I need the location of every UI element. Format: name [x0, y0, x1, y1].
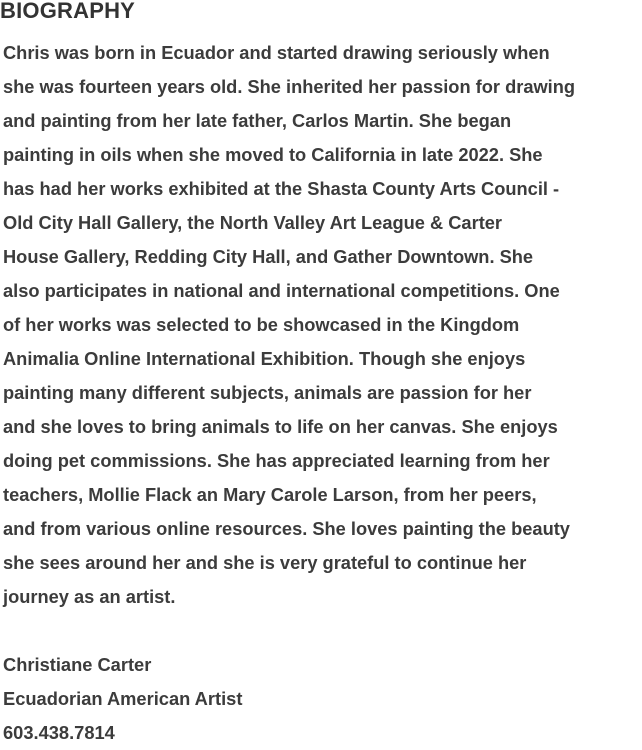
- artist-title: Ecuadorian American Artist: [3, 688, 243, 709]
- bio-line: and from various online resources. She loves painting the beauty: [3, 518, 570, 539]
- bio-line: doing pet commissions. She has appreciated learning from her: [3, 450, 550, 471]
- phone-number: 603.438.7814: [3, 722, 115, 743]
- bio-line: Chris was born in Ecuador and started drawing seriously when: [3, 42, 550, 63]
- bio-line: Animalia Online International Exhibition. Though she enjoys: [3, 348, 526, 369]
- bio-line: Old City Hall Gallery, the North Valley Art League & Carter: [3, 212, 503, 233]
- bio-line: painting many different subjects, animals are passion for her: [3, 382, 532, 403]
- bio-line: also participates in national and international competitions. One: [3, 280, 560, 301]
- page-heading: BIOGRAPHY: [0, 0, 136, 23]
- biography-text: [3, 36, 642, 614]
- bio-line: painting in oils when she moved to California in late 2022. She: [3, 144, 543, 165]
- bio-line: journey as an artist.: [3, 586, 176, 607]
- bio-line: and painting from her late father, Carlos Martin. She began: [3, 110, 512, 131]
- bio-line: teachers, Mollie Flack an Mary Carole Larson, from her peers,: [3, 484, 537, 505]
- bio-line: she sees around her and she is very grateful to continue her: [3, 552, 527, 573]
- bio-line: and she loves to bring animals to life on her canvas. She enjoys: [3, 416, 558, 437]
- bio-line: House Gallery, Redding City Hall, and Gather Downtown. She: [3, 246, 534, 267]
- contact-block: [3, 648, 242, 750]
- bio-line: has had her works exhibited at the Shasta County Arts Council -: [3, 178, 560, 199]
- bio-line: of her works was selected to be showcased in the Kingdom: [3, 314, 520, 335]
- bio-line: she was fourteen years old. She inherited her passion for drawing: [3, 76, 576, 97]
- artist-name: Christiane Carter: [3, 654, 152, 675]
